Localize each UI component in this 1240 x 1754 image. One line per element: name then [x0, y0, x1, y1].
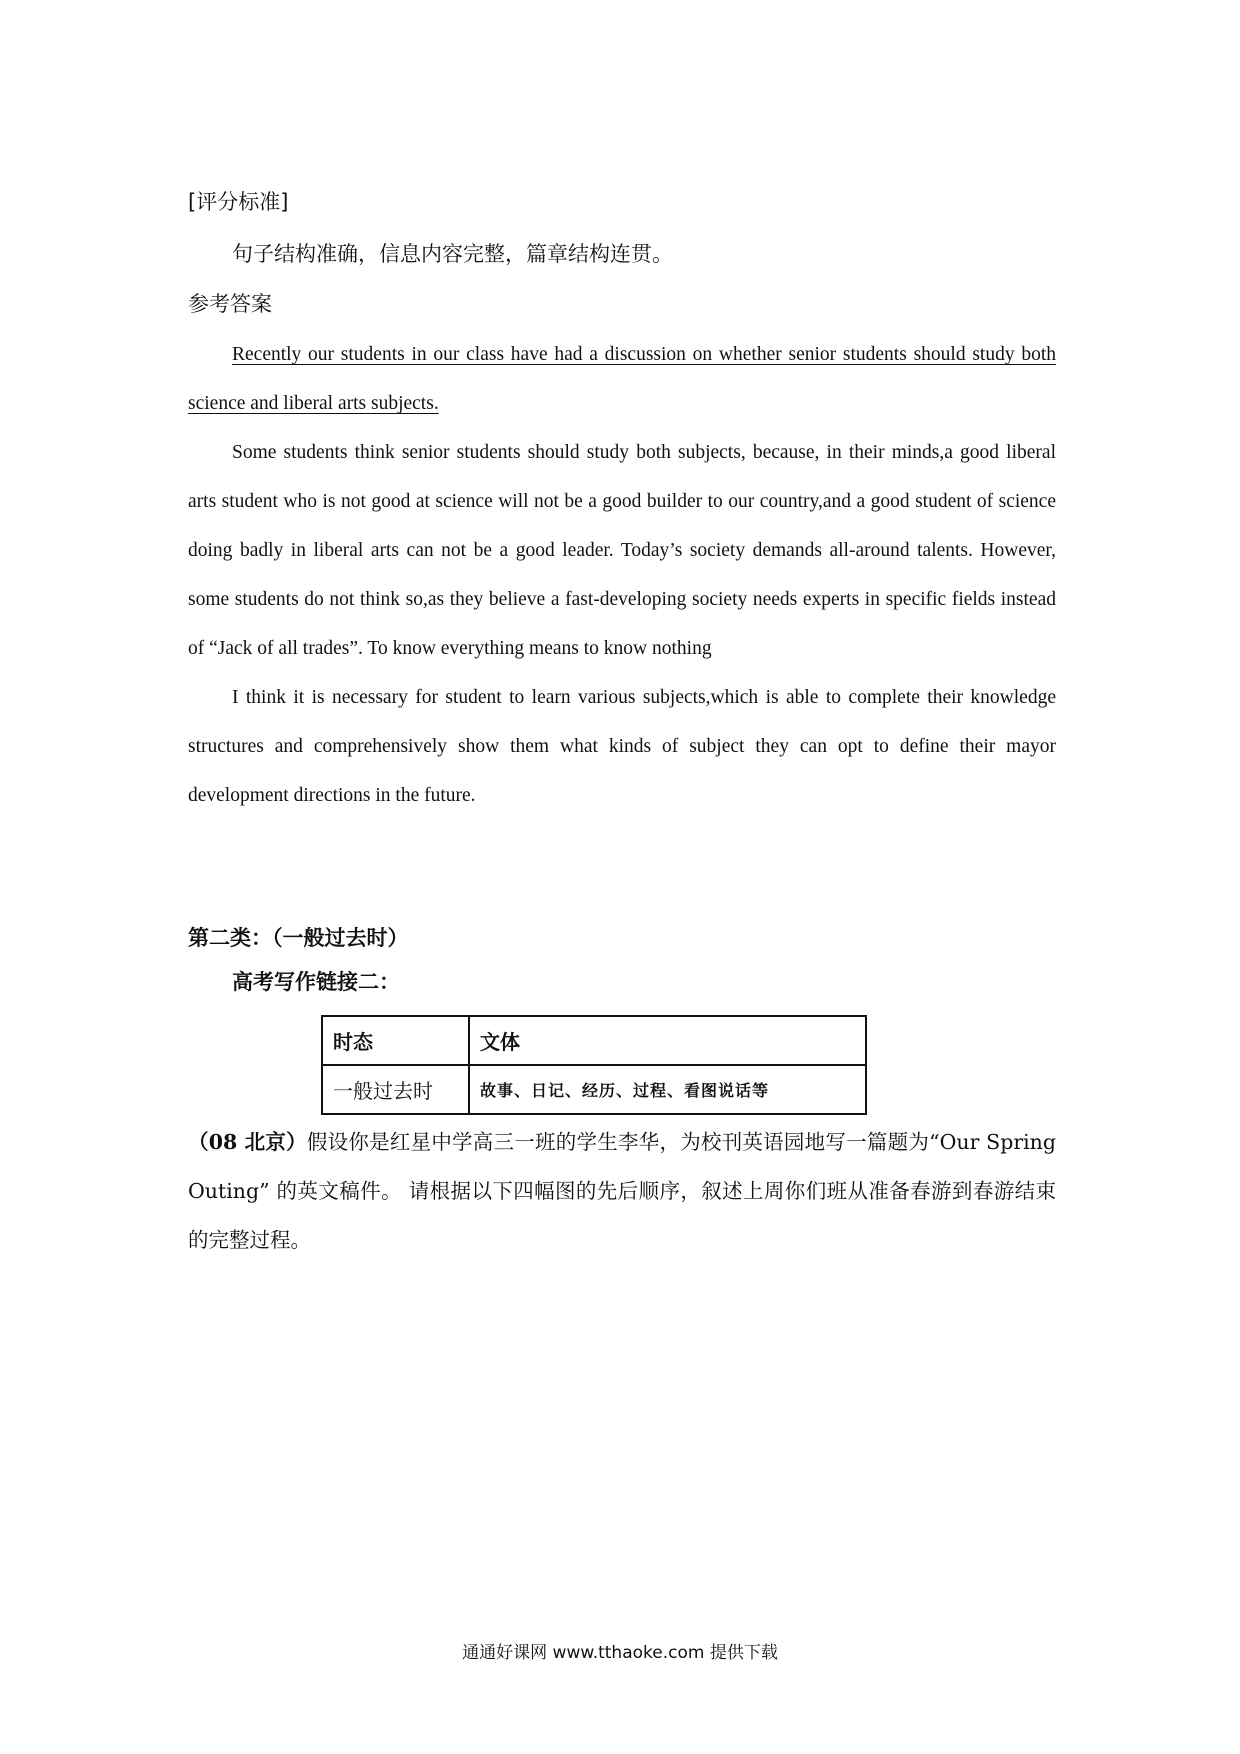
answer-label: 参考答案: [188, 292, 272, 316]
table-header-tense: 时态: [322, 1016, 469, 1065]
page-footer: 通通好课网 www.tthaoke.com 提供下载: [462, 1643, 778, 1663]
tense-table: [321, 1015, 867, 1115]
task-source: （08 北京）: [188, 1130, 307, 1154]
table-header-row: [322, 1016, 866, 1065]
criteria-label: [评分标准]: [188, 190, 289, 214]
table-row: [322, 1065, 866, 1114]
link-title: 高考写作链接二：: [232, 970, 400, 994]
table-cell-tense: 一般过去时: [322, 1065, 469, 1114]
table-cell-genre: 故事、日记、经历、过程、看图说话等: [469, 1065, 866, 1114]
essay: [188, 330, 1056, 820]
criteria-text: 句子结构准确，信息内容完整，篇章结构连贯。: [232, 242, 673, 266]
table-header-genre: 文体: [469, 1016, 866, 1065]
essay-paragraph-3: I think it is necessary for student to learn various subjects,which is able to complete their knowledge structures and comprehensively show them what kinds of subject they can opt to define their mayor development directions in the future.: [188, 687, 1056, 806]
essay-intro-text: Recently our students in our class have had a discussion on whether senior students should study both science and liberal arts subjects.: [188, 344, 1056, 414]
task-text: 假设你是红星中学高三一班的学生李华，为校刊英语园地写一篇题为“Our Spring Outing” 的英文稿件。 请根据以下四幅图的先后顺序，叙述上周你们班从准备春游到春游结束的完整过程。: [188, 1130, 1056, 1252]
essay-intro: [188, 330, 1056, 428]
task-prompt: [188, 1118, 1056, 1265]
section-title: 第二类：（一般过去时）: [188, 926, 409, 950]
essay-paragraph-2: Some students think senior students should study both subjects, because, in their minds,a good liberal arts student who is not good at science will not be a good builder to our country,and a good student of science doing badly in liberal arts can not be a good leader. Today’s society demands all-around talents. However, some students do not think so,as they believe a fast-developing society needs experts in specific fields instead of “Jack of all trades”. To know everything means to know nothing: [188, 442, 1056, 659]
